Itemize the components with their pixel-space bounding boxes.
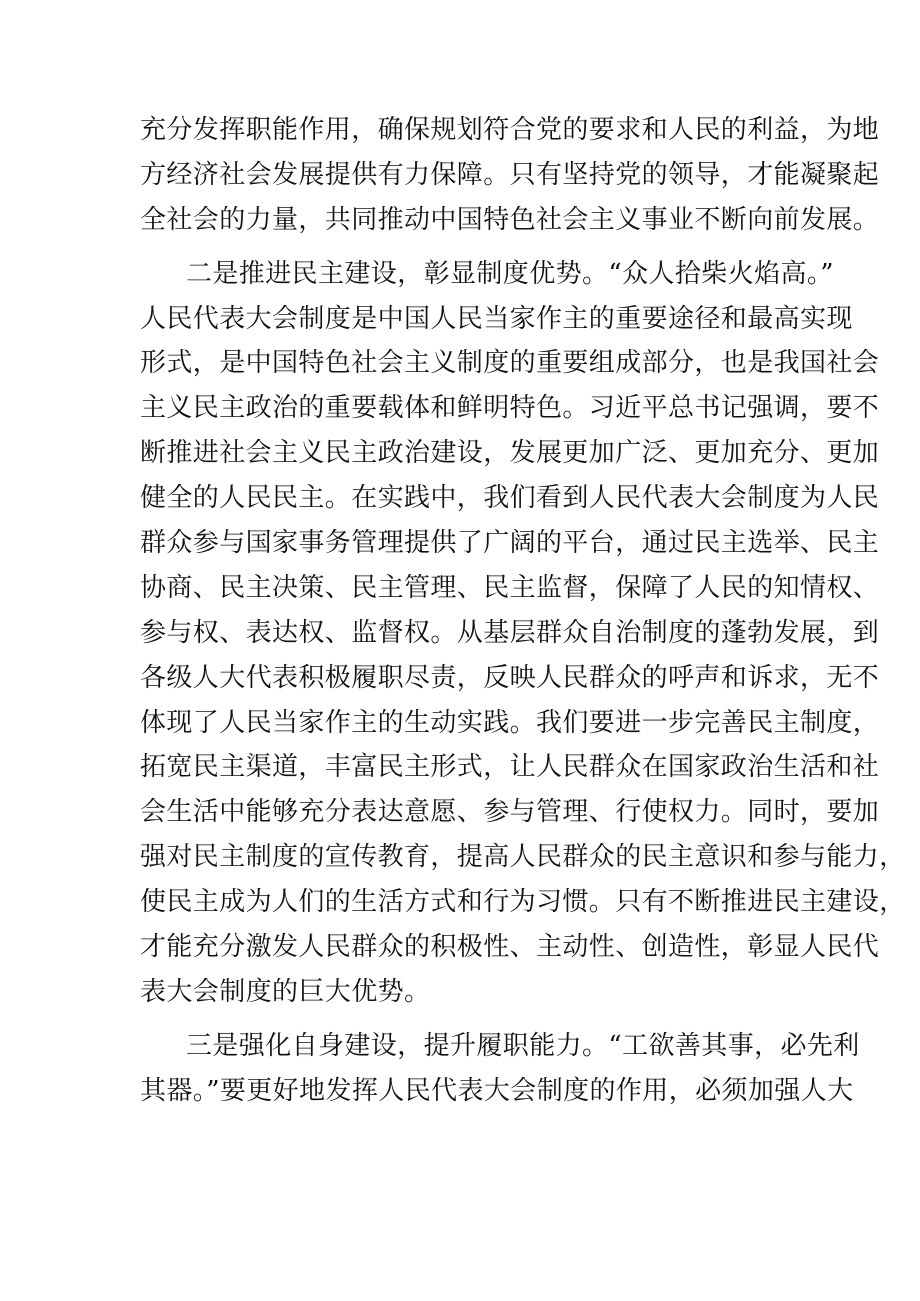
paragraph-3 xyxy=(140,1024,860,1114)
text-line: 使民主成为人们的生活方式和行为习惯。只有不断推进民主建设， xyxy=(140,887,906,918)
text-line: 充分发挥职能作用，确保规划符合党的要求和人民的利益，为地 xyxy=(140,115,880,145)
text-line: 群众参与国家事务管理提供了广阔的平台，通过民主选举、民主 xyxy=(140,528,880,559)
text-line: 强对民主制度的宣传教育，提高人民群众的民主意识和参与能力， xyxy=(140,842,906,873)
document-body xyxy=(140,108,906,1114)
text-line: 会生活中能够充分表达意愿、参与管理、行使权力。同时，要加 xyxy=(140,797,880,828)
text-line: 各级人大代表积极履职尽责，反映人民群众的呼声和诉求，无不 xyxy=(140,662,880,693)
text-line: 方经济社会发展提供有力保障。只有坚持党的领导，才能凝聚起 xyxy=(140,159,880,190)
text-line: 体现了人民当家作主的生动实践。我们要进一步完善民主制度， xyxy=(140,707,880,738)
text-line: 全社会的力量，共同推动中国特色社会主义事业不断向前发展。 xyxy=(140,204,880,235)
text-line: 形式，是中国特色社会主义制度的重要组成部分，也是我国社会 xyxy=(140,348,880,379)
text-line: 三是强化自身建设，提升履职能力。“工欲善其事，必先利 xyxy=(186,1030,860,1061)
text-line: 二是推进民主建设，彰显制度优势。“众人拾柴火焰高。” xyxy=(186,258,834,289)
text-line: 协商、民主决策、民主管理、民主监督，保障了人民的知情权、 xyxy=(140,572,880,603)
text-line: 其器。”要更好地发挥人民代表大会制度的作用，必须加强人大 xyxy=(140,1075,854,1106)
text-line: 拓宽民主渠道，丰富民主形式，让人民群众在国家政治生活和社 xyxy=(140,752,880,783)
text-line: 主义民主政治的重要载体和鲜明特色。习近平总书记强调，要不 xyxy=(140,393,880,424)
text-line: 健全的人民民主。在实践中，我们看到人民代表大会制度为人民 xyxy=(140,483,880,514)
text-line: 断推进社会主义民主政治建设，发展更加广泛、更加充分、更加 xyxy=(140,438,880,469)
paragraph-1 xyxy=(140,108,880,243)
text-line: 表大会制度的巨大优势。 xyxy=(140,976,431,1007)
paragraph-2 xyxy=(140,252,906,1015)
text-line: 才能充分激发人民群众的积极性、主动性、创造性，彰显人民代 xyxy=(140,932,880,963)
text-line: 参与权、表达权、监督权。从基层群众自治制度的蓬勃发展，到 xyxy=(140,617,880,648)
text-line: 人民代表大会制度是中国人民当家作主的重要途径和最高实现 xyxy=(140,303,853,334)
